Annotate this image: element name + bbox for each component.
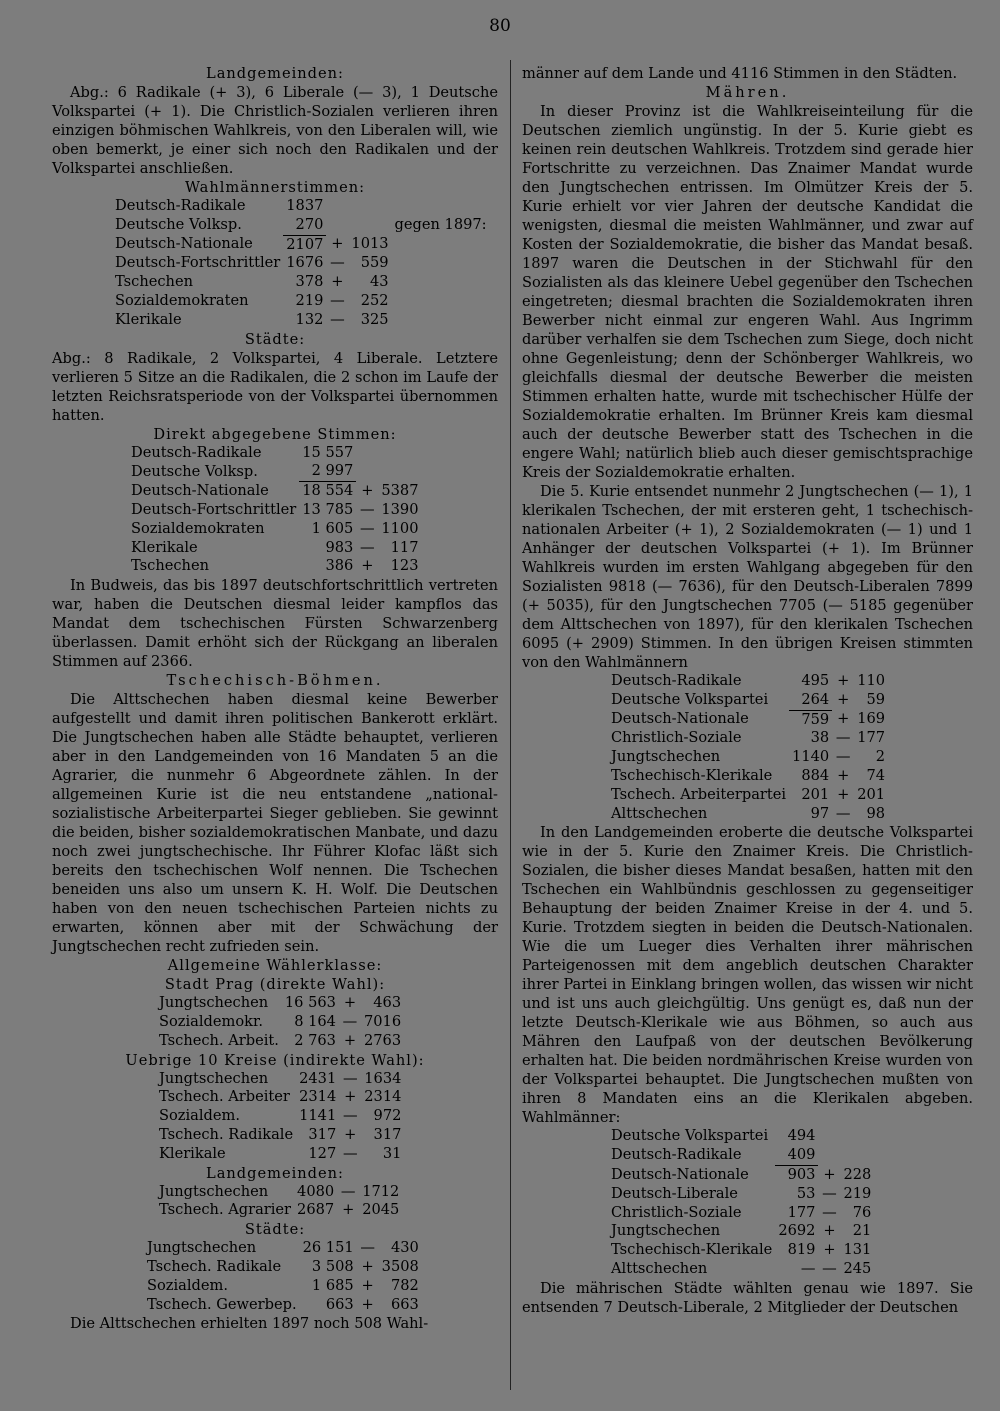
vote-change: 74 — [866, 766, 886, 784]
change-sign: — — [330, 310, 345, 328]
vote-count: — — [800, 1259, 816, 1277]
vote-table — [156, 994, 404, 1050]
comparison-note: gegen 1897: — [394, 216, 487, 234]
vote-row — [156, 1107, 404, 1126]
vote-change: 131 — [843, 1241, 872, 1259]
change-sign: + — [823, 1241, 836, 1259]
vote-change: 1100 — [381, 519, 419, 537]
vote-change — [378, 462, 421, 481]
vote-change: 2763 — [363, 1031, 402, 1049]
vote-row — [112, 197, 490, 216]
change-sign: — — [330, 254, 345, 272]
change-sign — [356, 444, 378, 463]
party-name: Tschech. Radikale — [159, 1125, 294, 1143]
party-name: Jungtschechen — [147, 1239, 257, 1257]
party-name: Alttschechen — [611, 804, 708, 822]
paragraph: Abg.: 8 Radikale, 2 Volkspartei, 4 Liberale. Letztere verlieren 5 Sitze an die Radikalen, die 2 schon im Laufe der letzten Reichsratsperiode von der Volkspartei übernommen hatten. — [52, 349, 498, 424]
change-sign: — — [360, 519, 375, 537]
party-name: Christlich-Soziale — [611, 729, 742, 747]
party-name: Tschechisch-Klerikale — [611, 1241, 773, 1259]
change-sign: + — [361, 481, 374, 499]
party-name: Sozialdem. — [159, 1107, 240, 1125]
vote-row — [608, 691, 888, 710]
vote-count: 2314 — [299, 1088, 337, 1106]
vote-row — [156, 1201, 402, 1220]
vote-row — [608, 1146, 874, 1165]
section-heading: Allgemeine Wählerklasse: — [167, 957, 383, 975]
party-name: Sozialdem. — [147, 1276, 228, 1294]
change-sign: + — [343, 994, 357, 1012]
party-name: Deutsch-Radikale — [115, 197, 246, 214]
vote-change: 110 — [857, 672, 886, 689]
change-sign: + — [361, 1276, 374, 1294]
party-name: Deutsch-Nationale — [131, 481, 269, 499]
vote-count: 38 — [810, 729, 830, 747]
right-column — [522, 64, 973, 1317]
vote-count: 759 — [789, 710, 832, 729]
vote-count: 2 763 — [294, 1031, 336, 1049]
vote-row — [156, 1070, 404, 1089]
vote-change: 252 — [360, 291, 389, 309]
party-name: Sozialdemokraten — [131, 519, 265, 537]
vote-row — [144, 1277, 422, 1296]
vote-change: 1712 — [362, 1182, 400, 1200]
vote-count: 15 557 — [302, 443, 354, 461]
change-sign: + — [837, 766, 850, 784]
vote-change: 201 — [857, 785, 886, 803]
change-sign: — — [342, 1107, 358, 1125]
vote-change — [348, 216, 391, 235]
paragraph: Die mährischen Städte wählten genau wie 1897. Sie entsenden 7 Deutsch-Liberale, 2 Mitglieder der Deutschen — [522, 1279, 973, 1316]
vote-row — [156, 1013, 404, 1032]
vote-count: 4080 — [297, 1182, 335, 1200]
paragraph: Die Alttschechen erhielten 1897 noch 508 Wahl- — [70, 1315, 429, 1333]
party-name: Deutsch-Radikale — [131, 443, 262, 461]
vote-change — [378, 444, 421, 463]
section-heading: Stadt Prag (direkte Wahl): — [164, 976, 386, 994]
party-name: Deutsch-Nationale — [611, 1165, 749, 1183]
section-heading: Städte: — [244, 330, 306, 348]
change-sign: + — [823, 1165, 836, 1183]
vote-count: 1 605 — [311, 519, 354, 537]
vote-row — [128, 520, 421, 539]
vote-change: 663 — [390, 1295, 419, 1313]
vote-change: 169 — [857, 710, 886, 728]
vote-change: 177 — [857, 729, 886, 747]
vote-row — [608, 1241, 874, 1260]
vote-table — [156, 1070, 404, 1164]
vote-table — [156, 1183, 402, 1221]
party-name: Deutsch-Radikale — [611, 1146, 742, 1164]
vote-count: 1 685 — [311, 1276, 354, 1294]
party-name: Deutsch-Liberale — [611, 1184, 738, 1202]
vote-change: 5387 — [381, 481, 419, 499]
vote-count: 3 508 — [311, 1257, 354, 1275]
party-name: Deutsche Volkspartei — [611, 1127, 769, 1145]
vote-row — [608, 1127, 874, 1146]
vote-change: 228 — [843, 1165, 872, 1183]
change-sign: + — [344, 1088, 357, 1106]
vote-row — [128, 539, 421, 558]
vote-row — [112, 273, 490, 292]
vote-row — [608, 1204, 874, 1223]
vote-change: 1634 — [364, 1069, 402, 1087]
vote-row — [128, 501, 421, 520]
vote-change: 325 — [360, 310, 389, 328]
vote-change: 59 — [866, 691, 886, 709]
paragraph: Die 5. Kurie entsendet nunmehr 2 Jungtschechen (— 1), 1 klerikalen Tschechen, der mit ersteren geht, 1 tschechisch-nationalen Arbeiter (+ 1), 2 Sozialdemokraten (— 1) und 1 Anhänger der deutschen Volkspartei (+ 1). Im Brünner Wahlkreis wurden im ersten Wahlgang abgegeben für den Sozialisten 9818 (— 7636), für den Deutsch-Liberalen 7899 (+ 5035), für den Jungtschechen 7705 (— 5185 gegenüber dem Alttschechen von 1897), für den klerikalen Tschechen 6095 (+ 2909) Stimmen. In den übrigen Kreisen stimmten von den Wahlmännern — [522, 483, 973, 671]
vote-table — [608, 1127, 874, 1278]
party-name: Jungtschechen — [159, 994, 269, 1012]
vote-row — [608, 1185, 874, 1204]
vote-change: 317 — [373, 1125, 402, 1143]
change-sign: + — [331, 235, 344, 253]
party-name: Deutsch-Fortschrittler — [115, 254, 281, 272]
party-name: Deutsch-Fortschrittler — [131, 500, 297, 518]
paragraph: In Budweis, das bis 1897 deutschfortschrittlich vertreten war, haben die Deutschen diesmal leider kampflos das Mandat dem tschechischen Fürsten Schwarzenberg überlassen. Damit erhöht sich der Rückgang an liberalen Stimmen auf 2366. — [52, 577, 498, 671]
vote-row — [128, 444, 421, 463]
vote-row — [608, 1165, 874, 1184]
vote-count: 177 — [787, 1203, 816, 1221]
vote-change: 98 — [866, 804, 886, 822]
vote-row — [608, 729, 888, 748]
vote-count: 53 — [796, 1184, 816, 1202]
party-name: Tschech. Arbeiterpartei — [611, 785, 787, 803]
vote-row — [156, 994, 404, 1013]
vote-count: 201 — [801, 785, 830, 803]
left-column — [52, 64, 498, 1333]
vote-row — [608, 748, 888, 767]
party-name: Deutsch-Nationale — [611, 710, 749, 728]
vote-change — [840, 1127, 874, 1146]
change-sign: + — [823, 1222, 836, 1240]
vote-change: 76 — [852, 1203, 872, 1221]
paragraph: In den Landgemeinden eroberte die deutsche Volkspartei wie in der 5. Kurie den Znaimer Kreis. Die Christlich-Sozialen, die bisher dieses Mandat besaßen, hatten mit den Tschechen ein Wahlbündnis geschlossen zu gegenseitiger Behauptung der beiden Znaimer Kreise in der 4. und 5. Kurie. Trotzdem siegten in beiden die Deutsch-Nationalen. Wie die um Lueger dies Verhalten ihrer mährischen Parteigenossen mit dem angeblich deutschen Charakter ihrer Partei in Einklang bringen wollen, das wissen wir nicht und ist uns auch gleichgültig. Uns genügt es, daß nun der letzte Deutsch-Klerikale wie aus Böhmen, so auch aus Mähren den Laufpaß von der deutschen Bevölkerung erhalten hat. Die beiden nordmährischen Kreise wurden von der Volkspartei behauptet. Die Jungtschechen mußten von ihren 8 Mandaten eins an die Klerikalen abgeben. Wahlmänner: — [522, 824, 973, 1127]
vote-row — [156, 1126, 404, 1145]
change-sign: — — [342, 1012, 358, 1030]
vote-count: 1141 — [299, 1107, 337, 1125]
change-sign: + — [331, 273, 344, 291]
vote-row — [608, 805, 888, 824]
change-sign — [326, 197, 348, 216]
party-name: Sozialdemokraten — [115, 291, 249, 309]
vote-change: 117 — [390, 538, 419, 556]
vote-row — [112, 254, 490, 273]
vote-row — [156, 1145, 404, 1164]
vote-change: 2314 — [364, 1088, 402, 1106]
vote-row — [156, 1183, 402, 1202]
vote-count: 983 — [325, 538, 354, 556]
vote-row — [608, 710, 888, 729]
vote-row — [608, 672, 888, 691]
party-name: Jungtschechen — [611, 1222, 721, 1240]
vote-change: 782 — [390, 1276, 419, 1294]
vote-change: 245 — [843, 1259, 872, 1277]
party-name: Klerikale — [159, 1144, 226, 1162]
paragraph: In dieser Provinz ist die Wahlkreiseinteilung für die Deutschen ziemlich ungünstig. In der 5. Kurie giebt es keinen rein deutschen Wahlkreis. Trotzdem sind gerade hier Fortschritte zu verzeichnen. Das Znaimer Mandat wurde den Jungtschechen entrissen. Im Olmützer Kreis der 5. Kurie erhielt vor vier Jahren der deutsche Kandidat die wenigsten, diesmal die meisten Wahlmänner, und zwar auf Kosten der Sozialdemokratie, die bisher das Mandat besaß. 1897 waren die Deutschen in der Stichwahl für den Sozialisten als das kleinere Uebel gegenüber den Tschechen eingetreten; diesmal brachten die Sozialdemokraten ihren Bewerber nicht einmal zur engeren Wahl. Aus Ingrimm darüber verhalfen sie dem Tschechen zum Siege, doch nicht ohne Gegenleistung; denn der Schönberger Wahlkreis, wo gleichfalls diesmal der deutsche Bewerber die meisten Stimmen erhalten hatte, wurde mit tschechischer Hülfe der Sozialdemokratie erhalten. Im Brünner Kreis kam diesmal auch der deutsche Bewerber statt des Tschechen in die engere Wahl; natürlich blieb auch dieser gemischtsprachige Kreis der Sozialdemokratie erhalten. — [522, 103, 973, 481]
party-name: Tschechen — [131, 557, 209, 575]
section-heading: Landgemeinden: — [206, 1164, 344, 1182]
party-name: Deutsch-Nationale — [115, 235, 253, 253]
vote-change: 1390 — [381, 500, 419, 518]
vote-count: 16 563 — [284, 994, 336, 1012]
change-sign: — — [835, 729, 851, 747]
change-sign: — — [835, 748, 851, 766]
party-name: Klerikale — [131, 538, 198, 556]
vote-change: 3508 — [381, 1257, 419, 1275]
change-sign: + — [344, 1125, 357, 1143]
change-sign: + — [837, 691, 850, 709]
change-sign: — — [360, 538, 375, 556]
vote-count: 409 — [787, 1146, 816, 1164]
vote-row — [608, 1260, 874, 1279]
vote-row — [144, 1296, 422, 1315]
change-sign — [818, 1127, 840, 1146]
vote-count: 264 — [801, 690, 830, 708]
vote-change: 43 — [369, 273, 389, 291]
vote-row — [608, 767, 888, 786]
vote-count: 819 — [787, 1241, 816, 1259]
vote-row — [128, 462, 421, 481]
vote-change: 21 — [852, 1222, 872, 1240]
vote-change: 463 — [373, 994, 402, 1012]
party-name: Klerikale — [115, 310, 182, 328]
vote-row — [112, 216, 490, 235]
vote-table — [608, 672, 888, 823]
vote-change: 559 — [360, 254, 389, 272]
vote-count: 1837 — [286, 197, 324, 214]
vote-change: 972 — [373, 1107, 402, 1125]
party-name: Alttschechen — [611, 1259, 708, 1277]
change-sign: + — [837, 710, 850, 728]
vote-count: 378 — [295, 273, 324, 291]
section-heading: Direkt abgegebene Stimmen: — [153, 425, 397, 443]
vote-table — [112, 197, 490, 330]
vote-change — [348, 197, 391, 216]
change-sign: — — [342, 1069, 358, 1087]
vote-row — [156, 1032, 404, 1051]
vote-count: 317 — [308, 1125, 337, 1143]
change-sign: — — [342, 1144, 358, 1162]
change-sign: — — [822, 1259, 837, 1277]
party-name: Jungtschechen — [159, 1182, 269, 1200]
vote-change: 219 — [843, 1184, 872, 1202]
vote-count: 13 785 — [302, 500, 354, 518]
vote-count: 1676 — [286, 254, 324, 272]
party-name: Jungtschechen — [611, 748, 721, 766]
vote-count: 884 — [801, 766, 830, 784]
section-heading: Uebrige 10 Kreise (indirekte Wahl): — [125, 1051, 425, 1069]
vote-change: 2 — [875, 748, 886, 766]
paragraph: Abg.: 6 Radikale (+ 3), 6 Liberale (— 3), 1 Deutsche Volkspartei (+ 1). Die Christlich-Sozialen verlieren ihren einzigen böhmischen Wahlkreis, von den Liberalen will, wie oben bemerkt, je einer sich noch den Radikalen und der Volkspartei anschließen. — [52, 84, 498, 177]
party-name: Deutsche Volksp. — [115, 216, 242, 234]
vote-count: 1140 — [792, 748, 830, 766]
vote-change: 31 — [382, 1144, 402, 1162]
party-name: Deutsche Volkspartei — [611, 691, 769, 709]
party-name: Tschech. Agrarier — [159, 1201, 292, 1219]
column-divider — [510, 60, 511, 1390]
vote-count: 386 — [325, 557, 354, 575]
party-name: Jungtschechen — [159, 1069, 269, 1087]
paragraph: Die Alttschechen haben diesmal keine Bewerber aufgestellt und damit ihren politischen Bankerott erklärt. Die Jungtschechen haben alle Städte behauptet, verlieren aber in den Landgemeinden von 16 Mandaten 5 an die Agrarier, die nunmehr 6 Abgeordnete zählen. In der allgemeinen Kurie ist die neu entstandene „national-sozialistische Arbeiterpartei Sieger geblieben. Sie gewinnt die beiden, bisher sozialdemokratischen Manbate, und dazu noch zwei jungtschechische. Ihr Führer Klofac läßt sich bereits den tschechischen Wolf nennen. Die Tschechen beneiden uns also um unsern K. H. Wolf. Die Deutschen haben von den neuen tschechischen Parteien nichts zu erwarten, können aber mit der Schwächung der Jungtschechen recht zufrieden sein. — [52, 691, 498, 956]
change-sign: + — [837, 672, 850, 689]
change-sign — [818, 1146, 840, 1165]
paragraph: männer auf dem Lande und 4116 Stimmen in den Städten. — [522, 65, 958, 82]
party-name: Deutsche Volksp. — [131, 462, 258, 480]
vote-row — [112, 235, 490, 254]
vote-row — [144, 1239, 422, 1258]
vote-count: 127 — [308, 1144, 337, 1162]
change-sign — [356, 462, 378, 481]
vote-change: 430 — [390, 1239, 419, 1257]
vote-count: 270 — [295, 215, 324, 233]
change-sign: — — [330, 291, 345, 309]
change-sign: + — [361, 557, 374, 575]
party-name: Tschech. Radikale — [147, 1257, 282, 1275]
vote-count: 495 — [801, 672, 830, 689]
vote-count: 8 164 — [294, 1012, 336, 1030]
vote-change — [840, 1146, 874, 1165]
vote-count: 2 997 — [311, 462, 354, 480]
vote-count: 2692 — [778, 1222, 816, 1240]
section-heading: Landgemeinden: — [206, 65, 344, 82]
change-sign: — — [822, 1203, 837, 1221]
vote-row — [608, 786, 888, 805]
change-sign: + — [342, 1201, 355, 1219]
vote-table — [128, 444, 421, 577]
vote-row — [128, 557, 421, 576]
vote-row — [128, 482, 421, 501]
vote-row — [156, 1088, 404, 1107]
change-sign: — — [822, 1184, 837, 1202]
vote-table — [144, 1239, 422, 1314]
vote-count: 97 — [810, 804, 830, 822]
party-name: Sozialdemokr. — [159, 1012, 263, 1030]
party-name: Tschech. Gewerbep. — [147, 1295, 297, 1313]
party-name: Deutsch-Radikale — [611, 672, 742, 689]
vote-count: 2107 — [283, 235, 326, 254]
change-sign: + — [343, 1031, 357, 1049]
party-name: Tschechisch-Klerikale — [611, 766, 773, 784]
vote-count: 18 554 — [299, 482, 356, 501]
vote-count: 663 — [325, 1295, 354, 1313]
vote-change: 123 — [390, 557, 419, 575]
change-sign — [326, 216, 348, 235]
change-sign: + — [361, 1295, 374, 1313]
vote-count: 903 — [775, 1165, 818, 1184]
vote-change: 1013 — [351, 235, 389, 253]
vote-count: 132 — [295, 310, 324, 328]
change-sign: + — [837, 785, 850, 803]
change-sign: — — [340, 1182, 356, 1200]
vote-row — [112, 292, 490, 311]
section-heading: Wahlmännerstimmen: — [184, 179, 366, 196]
change-sign: — — [835, 804, 851, 822]
vote-change: 7016 — [363, 1012, 402, 1030]
section-heading: Mähren. — [705, 84, 790, 101]
vote-count: 2687 — [297, 1201, 335, 1219]
vote-count: 2431 — [299, 1069, 337, 1087]
change-sign: — — [360, 500, 375, 518]
section-heading: Städte: — [244, 1221, 306, 1239]
vote-row — [112, 311, 490, 330]
vote-change: 2045 — [362, 1201, 400, 1219]
party-name: Christlich-Soziale — [611, 1203, 742, 1221]
vote-row — [608, 1222, 874, 1241]
party-name: Tschech. Arbeit. — [159, 1031, 279, 1049]
change-sign: + — [361, 1257, 374, 1275]
vote-count: 219 — [295, 291, 324, 309]
section-heading: Tschechisch-Böhmen. — [166, 672, 384, 690]
party-name: Tschechen — [115, 273, 193, 291]
vote-count: 494 — [787, 1127, 816, 1145]
change-sign: — — [360, 1239, 375, 1257]
party-name: Tschech. Arbeiter — [159, 1088, 290, 1106]
vote-count: 26 151 — [302, 1239, 354, 1257]
page-number: 80 — [489, 16, 511, 36]
vote-row — [144, 1258, 422, 1277]
